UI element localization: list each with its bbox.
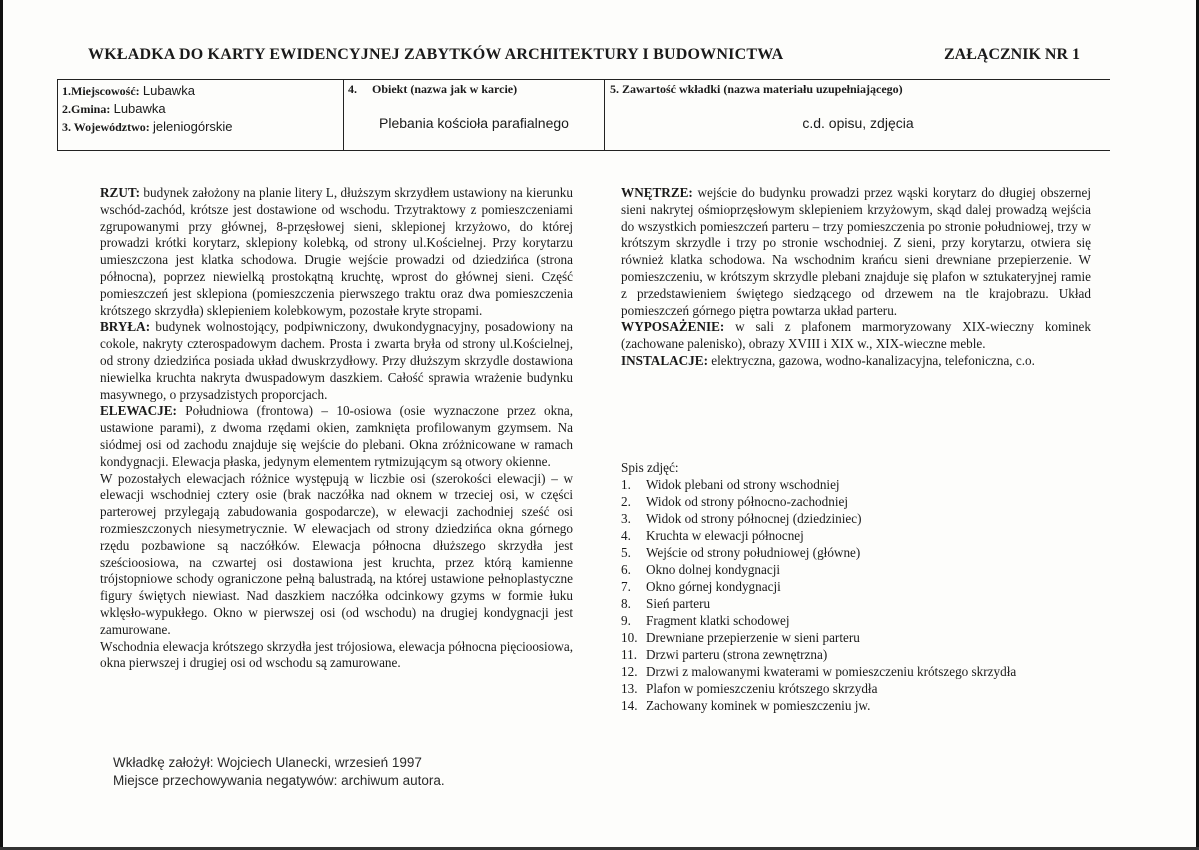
elewacje-text: Południowa (frontowa) – 10-osiowa (osie wyznaczone przez okna, ustawione parami), z dwoma rzędami okien, zamknięta profilowanym gzymsem. Na siódmej osi od zachodu znajduje się wejście do plebani. Okna zróżnicowane w ramach kondygnacji. Elewacja płaska, jedynym elementem rytmizującym są otwory okienne. [100,403,573,469]
annex-number: ZAŁĄCZNIK NR 1 [944,46,1081,63]
photo-item-caption: Sień parteru [646,596,711,611]
photo-list [621,476,1091,714]
photo-list-item [621,595,1091,612]
photo-item-caption: Okno dolnej kondygnacji [646,562,781,577]
elewacje-label: ELEWACJE: [100,403,177,419]
photo-item-number: 9. [621,613,631,628]
photo-list-item [621,612,1091,629]
form-divider-1 [343,79,344,151]
photo-item-number: 8. [621,596,631,611]
rzut-text: budynek założony na planie litery L, dłuższym skrzydłem ustawiony na kierunku wschód-zachód, krótsze jest dostawione od wschodu. Trzytraktowy z pomieszczeniami zgrupowanymi przy głównej, 8-przęsłowej sieni, sklepionej krzyżowo, do której prowadzi krótki korytarz, sklepiony kolebką, od strony ul.Kościelnej. Przy korytarzu umieszczona jest klatka schodowa. Drugie wejście prowadzi od dziedzińca (strona północna), poprzez niewielką prostokątną kruchtę, wprost do głównej sieni. Część pomieszczeń jest sklepiona (pomieszczenia pierwszego traktu oraz dwa pomieszczenia krótszego skrzydła) sklepieniem kolebkowym, pozostałe kryte stropami. [100,185,573,318]
form-divider-left [57,79,58,151]
form-rule-bottom [57,150,1110,151]
instalacje-label: INSTALACJE: [621,352,708,368]
instalacje-paragraph [621,353,1091,370]
photo-item-caption: Plafon w pomieszczeniu krótszego skrzydła [646,681,878,696]
document-title: WKŁADKA DO KARTY EWIDENCYJNEJ ZABYTKÓW ARCHITEKTURY I BUDOWNICTWA [88,46,784,63]
photo-list-item [621,680,1091,697]
photo-list-item [621,629,1091,646]
photo-list-item [621,527,1091,544]
photo-item-number: 4. [621,528,631,543]
photo-list-item [621,578,1091,595]
bryla-text: budynek wolnostojący, podpiwniczony, dwukondygnacyjny, posadowiony na cokole, nakryty czterospadowym dachem. Prosta i zwarta bryła od strony ul.Kościelnej, od strony dziedzińca posiada układ dwuskrzydłowy. Przy dłuższym skrzydle dostawiona niewielka kruchta nakryta dwuspadowym daszkiem. Całość sprawia wrażenie budynku masywnego, o przysadzistych proporcjach. [100,319,573,402]
photo-list-item [621,476,1091,493]
photo-item-number: 1. [621,477,631,492]
description-left-column [100,185,573,672]
locality-value: Lubawka [142,83,195,98]
elewacje-paragraph-3: Wschodnia elewacja krótszego skrzydła jest trójosiowa, elewacja północna pięcioosiowa, okna pierwszej i drugiej osi od wschodu są zamurowane. [100,638,573,671]
wyposazenie-text: w sali z plafonem marmoryzowany XIX-wieczny kominek (zachowane palenisko), obrazy XVIII i XIX w., XIX-wieczne meble. [621,319,1091,352]
photo-item-number: 13. [621,681,638,696]
photo-list-item [621,544,1091,561]
contents-label: 5. Zawartość wkładki (nazwa materiału uzupełniającego) [610,82,903,96]
location-block [62,82,233,136]
photo-item-caption: Drzwi z malowanymi kwaterami w pomieszczeniu krótszego skrzydła [646,664,1017,679]
wyposazenie-paragraph [621,319,1091,353]
photo-list-item [621,493,1091,510]
photo-item-caption: Drzwi parteru (strona zewnętrzna) [646,647,828,662]
photo-list-item [621,646,1091,663]
photo-item-caption: Widok od strony północno-zachodniej [646,494,848,509]
rzut-paragraph [100,185,573,319]
photo-item-caption: Kruchta w elewacji północnej [646,528,804,543]
photo-item-caption: Okno górnej kondygnacji [646,579,781,594]
photo-item-number: 10. [621,630,638,645]
bryla-paragraph [100,319,573,403]
photo-item-caption: Widok plebani od strony wschodniej [646,477,840,492]
photo-list-section [621,459,1091,714]
photo-item-number: 5. [621,545,631,560]
voivodeship-value: jeleniogórskie [153,119,233,134]
bryla-label: BRYŁA: [100,319,151,335]
photo-list-item [621,510,1091,527]
elewacje-paragraph [100,403,573,470]
wnetrze-paragraph [621,185,1091,319]
description-right-column [621,185,1091,370]
photo-list-item [621,561,1091,578]
rzut-label: RZUT: [100,185,141,200]
photo-item-number: 3. [621,511,631,526]
contents-value: c.d. opisu, zdjęcia [802,115,914,131]
photo-item-number: 12. [621,664,638,679]
author-note: Wkładkę założył: Wojciech Ulanecki, wrzesień 1997 [113,755,422,770]
footer [113,754,445,790]
instalacje-text: elektryczna, gazowa, wodno-kanalizacyjna, telefoniczna, c.o. [707,352,1035,368]
photo-item-number: 7. [621,579,631,594]
voivodeship-label: 3. Województwo: [62,120,150,134]
photo-item-number: 11. [621,647,637,662]
photo-item-number: 2. [621,494,631,509]
photo-item-number: 6. [621,562,631,577]
scan-edge-left [0,0,3,850]
object-label: 4. Obiekt (nazwa jak w karcie) [348,82,518,96]
locality-label: 1.Miejscowość: [62,84,140,98]
wnetrze-label: WNĘTRZE: [621,185,693,200]
object-value: Plebania kościoła parafialnego [379,115,569,131]
wnetrze-text: wejście do budynku prowadzi przez wąski korytarz do długiej obszernej sieni nakrytej ośmioprzęsłowym sklepieniem krzyżowym, skąd dalej prowadzą wejścia do wszystkich pomieszczeń parteru – trzy pomieszczenia po stronie południowej, trzy w krótszym skrzydle i trzy po stronie wschodniej. Z sieni, przy korytarzu, otwiera się również klatka schodowa. Na wschodnim krańcu sieni drewniane przepierzenie. W pomieszczeniu, w krótszym skrzydle plebani znajduje się plafon w sztukateryjnej ramie z przedstawieniem świętego siedzącego od drzewem na tle krajobrazu. Układ pomieszczeń górnego piętra powtarza układ parteru. [621,185,1091,318]
form-divider-2 [604,79,605,151]
commune-value: Lubawka [113,101,166,116]
photo-item-caption: Drewniane przepierzenie w sieni parteru [646,630,860,645]
photo-list-item [621,697,1091,714]
photo-item-caption: Wejście od strony południowej (główne) [646,545,861,560]
photo-item-caption: Widok od strony północnej (dziedziniec) [646,511,862,526]
photo-list-item [621,663,1091,680]
photo-list-title: Spis zdjęć: [621,460,679,475]
form-rule-top [57,79,1110,80]
photo-item-caption: Fragment klatki schodowej [646,613,790,628]
commune-label: 2.Gmina: [62,102,111,116]
photo-item-caption: Zachowany kominek w pomieszczeniu jw. [646,698,871,713]
storage-note: Miejsce przechowywania negatywów: archiwum autora. [113,773,445,788]
elewacje-paragraph-2: W pozostałych elewacjach różnice występują w liczbie osi (szerokości elewacji) – w elewacji wschodniej cztery osie (brak naczółka nad oknem w trzeciej osi, w części parterowej przylegają zabudowania gospodarcze), w elewacji zachodniej sześć osi rozmieszczonych niesymetrycznie. W elewacjach od strony dziedzińca okna górnego rzędu pozbawione są naczółków. Elewacja północna dłuższego skrzydła jest sześcioosiowa, na czwartej osi dostawiona jest kruchta, przez którą kamienne trójstopniowe schody ograniczone pełną balustradą, na której ustawione pełnoplastyczne figury świętych niewiast. Nad daszkiem naczółka odcinkowy gzyms w formie łuku wklęsło-wypukłego. Okno w pierwszej osi (od wschodu) na drugiej kondygnacji jest zamurowane. [100,470,573,637]
wyposazenie-label: WYPOSAŻENIE: [621,319,725,335]
photo-item-number: 14. [621,698,638,713]
